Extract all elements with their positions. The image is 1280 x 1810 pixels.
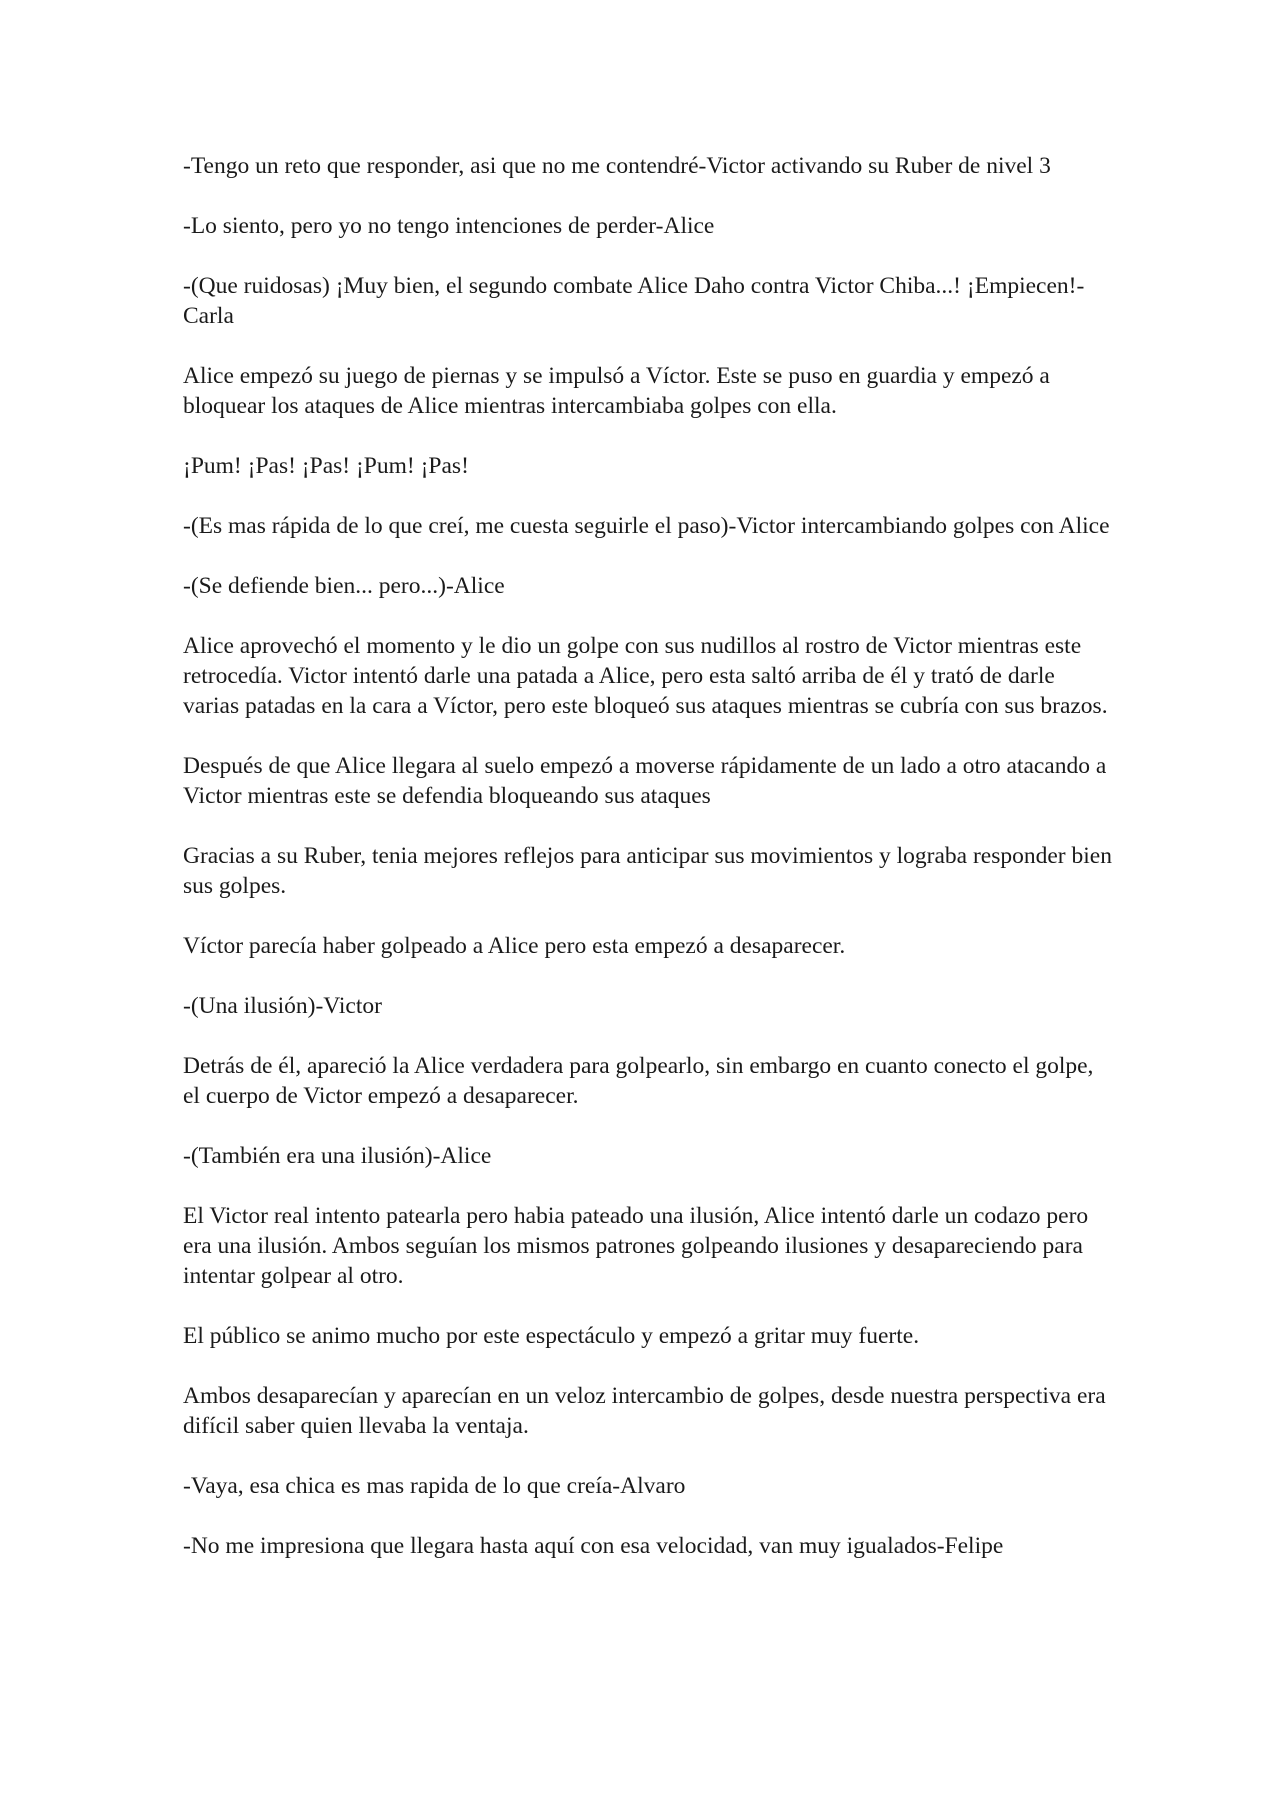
paragraph-3: -(Que ruidosas) ¡Muy bien, el segundo combate Alice Daho contra Victor Chiba...! ¡Empiecen!-Carla bbox=[183, 273, 1085, 329]
paragraph-17: Ambos desaparecían y aparecían en un veloz intercambio de golpes, desde nuestra perspectiva era difícil saber quien llevaba la ventaja. bbox=[183, 1383, 1106, 1439]
paragraph-5: ¡Pum! ¡Pas! ¡Pas! ¡Pum! ¡Pas! bbox=[183, 453, 469, 479]
paragraph-10: Gracias a su Ruber, tenia mejores reflejos para anticipar sus movimientos y lograba responder bien sus golpes. bbox=[183, 843, 1112, 899]
paragraph-6: -(Es mas rápida de lo que creí, me cuesta seguirle el paso)-Victor intercambiando golpes con Alice bbox=[183, 513, 1110, 539]
paragraph-14: -(También era una ilusión)-Alice bbox=[183, 1143, 492, 1169]
paragraph-7: -(Se defiende bien... pero...)-Alice bbox=[183, 573, 505, 599]
paragraph-11: Víctor parecía haber golpeado a Alice pero esta empezó a desaparecer. bbox=[183, 933, 846, 959]
paragraph-13: Detrás de él, apareció la Alice verdadera para golpearlo, sin embargo en cuanto conecto el golpe, el cuerpo de Victor empezó a desaparecer. bbox=[183, 1053, 1094, 1109]
paragraph-12: -(Una ilusión)-Victor bbox=[183, 993, 382, 1019]
paragraph-19: -No me impresiona que llegara hasta aquí con esa velocidad, van muy igualados-Felipe bbox=[183, 1533, 1004, 1559]
paragraph-1: -Tengo un reto que responder, asi que no me contendré-Victor activando su Ruber de nivel 3 bbox=[183, 153, 1051, 179]
paragraph-15: El Victor real intento patearla pero habia pateado una ilusión, Alice intentó darle un codazo pero era una ilusión. Ambos seguían los mismos patrones golpeando ilusiones y desapareciendo para intentar golpear al otro. bbox=[183, 1203, 1089, 1289]
paragraph-16: El público se animo mucho por este espectáculo y empezó a gritar muy fuerte. bbox=[183, 1323, 920, 1349]
paragraph-2: -Lo siento, pero yo no tengo intenciones de perder-Alice bbox=[183, 213, 715, 239]
paragraph-8: Alice aprovechó el momento y le dio un golpe con sus nudillos al rostro de Victor mientras este retrocedía. Victor intentó darle una patada a Alice, pero esta saltó arriba de él y trató de darle varias patadas en la cara a Víctor, pero este bloqueó sus ataques mientras se cubría con sus brazos. bbox=[183, 633, 1108, 719]
body-text bbox=[183, 151, 1113, 1591]
paragraph-9: Después de que Alice llegara al suelo empezó a moverse rápidamente de un lado a otro atacando a Victor mientras este se defendia bloqueando sus ataques bbox=[183, 753, 1107, 809]
paragraph-4: Alice empezó su juego de piernas y se impulsó a Víctor. Este se puso en guardia y empezó a bloquear los ataques de Alice mientras intercambiaba golpes con ella. bbox=[183, 363, 1050, 419]
paragraph-18: -Vaya, esa chica es mas rapida de lo que creía-Alvaro bbox=[183, 1473, 686, 1499]
